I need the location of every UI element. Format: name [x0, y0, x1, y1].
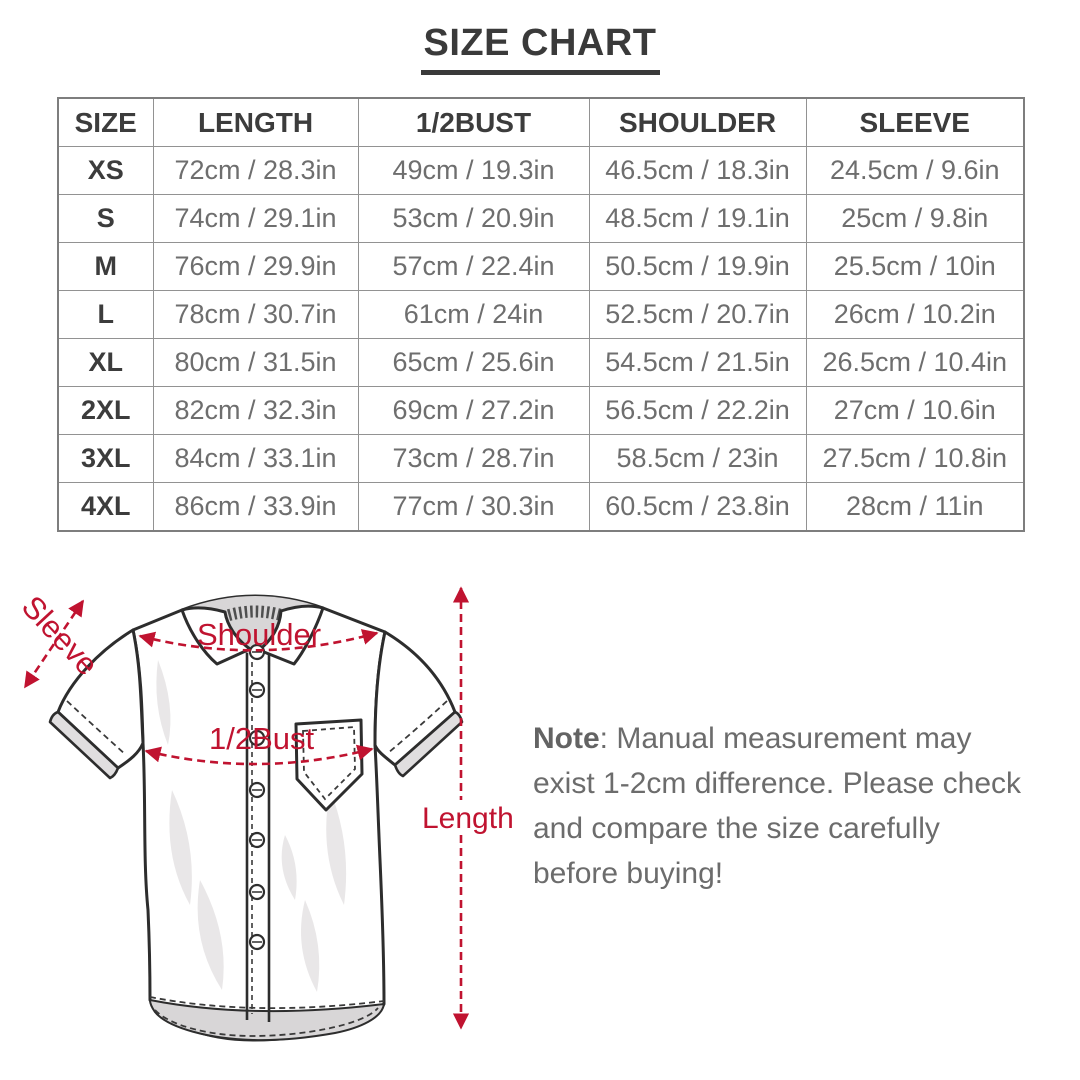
header-row: [58, 98, 1024, 147]
col-header-length: LENGTH: [153, 98, 358, 147]
measure-cell: 73cm / 28.7in: [358, 435, 589, 483]
table-row: [58, 387, 1024, 435]
shoulder-label: Shoulder: [197, 617, 322, 652]
bust-label: 1/2Bust: [209, 721, 315, 756]
measure-cell: 78cm / 30.7in: [153, 291, 358, 339]
size-cell: 2XL: [58, 387, 153, 435]
measure-cell: 24.5cm / 9.6in: [806, 147, 1024, 195]
note-body: : Manual measurement may exist 1-2cm difference. Please check and compare the size carefully before buying!: [533, 722, 1022, 890]
button: [250, 885, 264, 899]
table-row: [58, 243, 1024, 291]
col-header-bust: 1/2BUST: [358, 98, 589, 147]
table-row: [58, 435, 1024, 483]
size-table: [57, 97, 1025, 532]
measure-cell: 27.5cm / 10.8in: [806, 435, 1024, 483]
sleeve-label: Sleeve: [14, 588, 106, 683]
measure-cell: 28cm / 11in: [806, 483, 1024, 532]
table-row: [58, 147, 1024, 195]
shirt-diagram: [0, 555, 520, 1080]
measure-cell: 60.5cm / 23.8in: [589, 483, 806, 532]
measure-cell: 84cm / 33.1in: [153, 435, 358, 483]
measure-cell: 82cm / 32.3in: [153, 387, 358, 435]
measure-cell: 76cm / 29.9in: [153, 243, 358, 291]
title-wrap: [0, 22, 1080, 75]
table-row: [58, 339, 1024, 387]
col-header-sleeve: SLEEVE: [806, 98, 1024, 147]
size-cell: 3XL: [58, 435, 153, 483]
measure-cell: 27cm / 10.6in: [806, 387, 1024, 435]
size-cell: L: [58, 291, 153, 339]
right-sleeve: [375, 632, 462, 776]
measure-cell: 61cm / 24in: [358, 291, 589, 339]
measure-cell: 26.5cm / 10.4in: [806, 339, 1024, 387]
measure-cell: 80cm / 31.5in: [153, 339, 358, 387]
measure-cell: 52.5cm / 20.7in: [589, 291, 806, 339]
measure-cell: 48.5cm / 19.1in: [589, 195, 806, 243]
measure-cell: 57cm / 22.4in: [358, 243, 589, 291]
note: [533, 716, 1027, 896]
size-table-head: [58, 98, 1024, 147]
button: [250, 935, 264, 949]
measure-cell: 50.5cm / 19.9in: [589, 243, 806, 291]
measure-cell: 86cm / 33.9in: [153, 483, 358, 532]
measure-cell: 26cm / 10.2in: [806, 291, 1024, 339]
measure-cell: 53cm / 20.9in: [358, 195, 589, 243]
measure-cell: 72cm / 28.3in: [153, 147, 358, 195]
table-row: [58, 483, 1024, 532]
measure-cell: 65cm / 25.6in: [358, 339, 589, 387]
measure-cell: 49cm / 19.3in: [358, 147, 589, 195]
measure-cell: 58.5cm / 23in: [589, 435, 806, 483]
measure-cell: 25.5cm / 10in: [806, 243, 1024, 291]
table-row: [58, 291, 1024, 339]
button: [250, 783, 264, 797]
note-label: Note: [533, 722, 600, 755]
table-row: [58, 195, 1024, 243]
size-cell: 4XL: [58, 483, 153, 532]
col-header-shoulder: SHOULDER: [589, 98, 806, 147]
size-table-body: [58, 147, 1024, 532]
page-title: SIZE CHART: [421, 22, 660, 75]
measure-cell: 56.5cm / 22.2in: [589, 387, 806, 435]
size-cell: S: [58, 195, 153, 243]
measure-cell: 25cm / 9.8in: [806, 195, 1024, 243]
col-header-size: SIZE: [58, 98, 153, 147]
size-cell: XS: [58, 147, 153, 195]
measure-cell: 46.5cm / 18.3in: [589, 147, 806, 195]
size-cell: XL: [58, 339, 153, 387]
measure-cell: 77cm / 30.3in: [358, 483, 589, 532]
size-cell: M: [58, 243, 153, 291]
measure-cell: 74cm / 29.1in: [153, 195, 358, 243]
measure-cell: 54.5cm / 21.5in: [589, 339, 806, 387]
measure-cell: 69cm / 27.2in: [358, 387, 589, 435]
button: [250, 683, 264, 697]
button: [250, 833, 264, 847]
length-label: Length: [422, 802, 514, 835]
